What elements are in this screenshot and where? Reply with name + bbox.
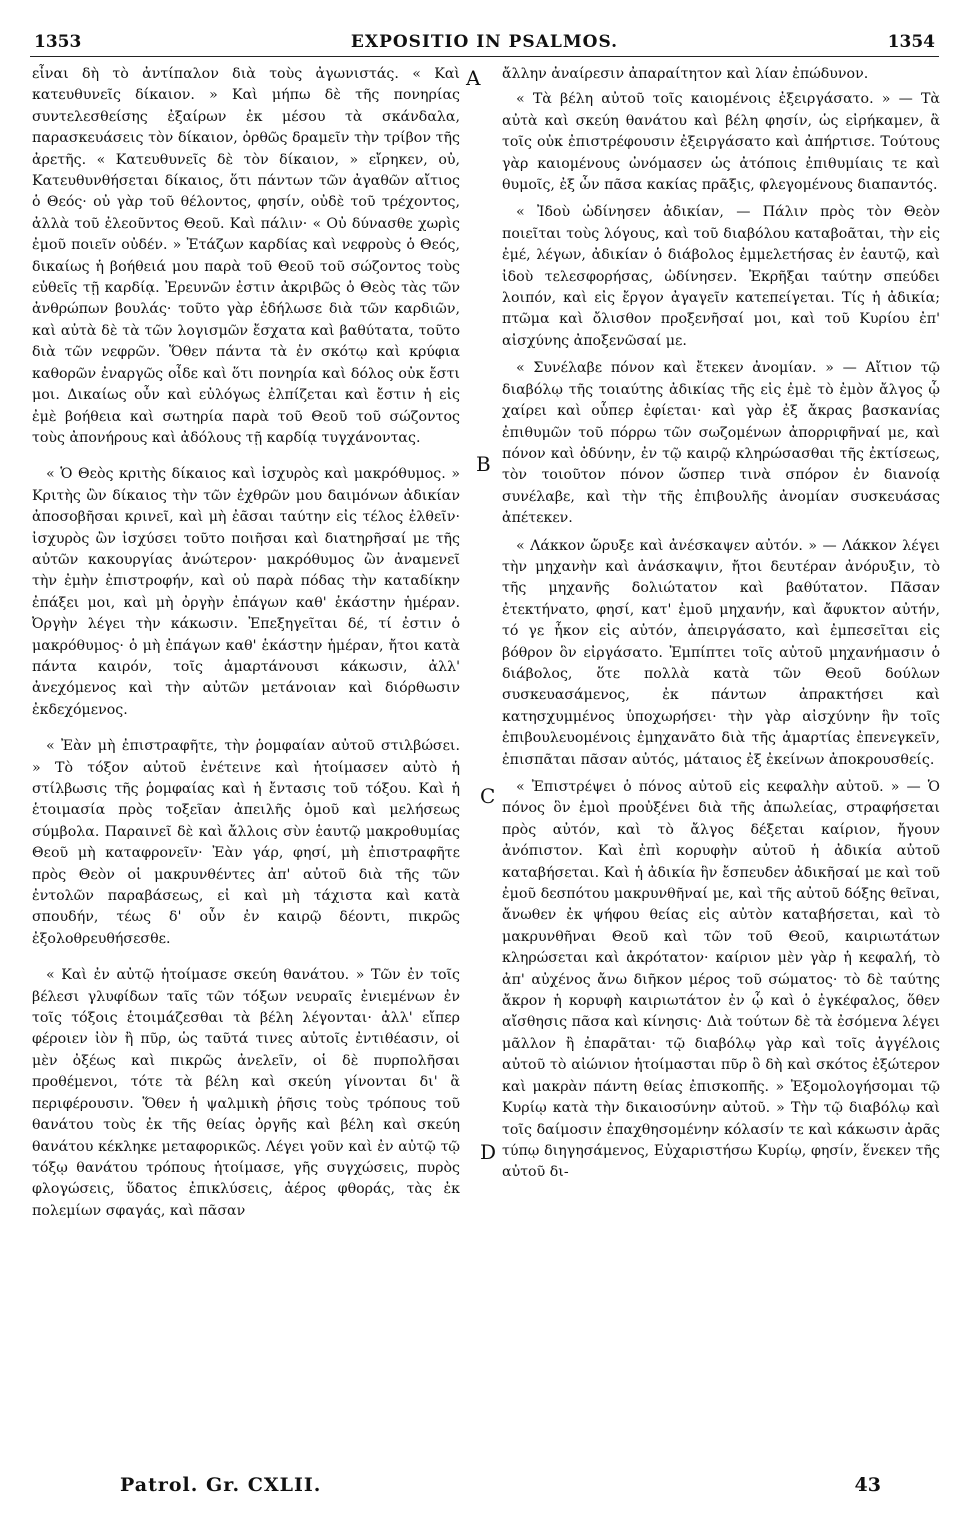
margin-marker-c: C	[480, 784, 496, 808]
paragraph: « Ἐπιστρέψει ὁ πόνος αὐτοῦ εἰς κεφαλὴν αὐτοῦ. » — Ὁ πόνος ὃν ἐμοὶ προὐξένει διὰ τῆς ἀπωλείας, στραφήσεται πρὸς αὐτόν, καὶ τὸ ἄλγος δέξεται καίριον, ἤγουν ἀνόπιστον. Καὶ ἐπὶ κορυφὴν αὐτοῦ ἡ ἀδικία αὐτοῦ καταβήσεται. Καὶ ἡ ἀδικία ἣν ἔσπευδεν ἀδικῆσαί με καὶ τοῦ ἐμοῦ δεσπότου μακρυνθῆναί με, καὶ τῆς αὐτοῦ δόξης θεῖναι, ἄνωθεν ἐκ ψήφου θείας εἰς αὐτὸν καταβήσεται, καὶ τὸ μακρυνθῆναι Θεοῦ καὶ τῶν τοῦ Θεοῦ, καιριωτάτων κληρώσεται καὶ ἀκρότατον· καίριον μὲν γὰρ ἡ κεφαλή, τὸ ἀπ' αὐχένος ἄνω διῆκον μέρος τοῦ σώματος· τὸ δὲ ταύτης ἄκρον ἡ κορυφὴ καιριωτάτον ἐν ᾧ καὶ ὁ ἐγκέφαλος, ὅθεν αἴσθησις πᾶσα καὶ κίνησις· Διὰ τούτων δὲ τὰ ἐσόμενα λέγει μᾶλλον ἢ ἐπαρᾶται· τῷ διαβόλῳ γὰρ καὶ τοῖς ἀγγέλοις αὐτοῦ τὸ αἰώνιον ἡτοίμασται πῦρ ὃ δὴ καὶ σκότος ἐξώτερον καὶ μακρὰν πάντη θείας ἐπισκοπῆς. » Ἐξομολογήσομαι τῷ Κυρίῳ κατὰ τὴν δικαιοσύνην αὐτοῦ. » Τὴν τῷ διαβόλῳ καὶ τοῖς δαίμοσιν ἐπαχθησομένην κόλασίν τε καὶ κάκωσιν ἀρᾶς τύπῳ διηγησάμενος, Εὐχαριστήσω Κυρίῳ, φησίν, ἕνεκεν τῆς αὐτοῦ δι-	[502, 779, 940, 1181]
running-header	[30, 30, 939, 57]
page-footer	[30, 1474, 939, 1504]
paragraph: « Τὰ βέλη αὐτοῦ τοῖς καιομένοις ἐξειργάσατο. » — Τὰ αὐτὰ καὶ σκεύη θανάτου καὶ βέλη φησίν, ὡς εἰρήκαμεν, ἃ τοῖς οὐκ ἐπιστρέφουσιν ἐξειργάσατο καὶ ἀπήρτισε. Τούτους γὰρ καιομένους ὠνόμασεν ὡς ἀτόποις ἐπιθυμίαις τε καὶ θυμοῖς, ἐξ ὧν πᾶσα κακίας πρᾶξις, φλεγομένους διαπαντός.	[502, 91, 940, 194]
paragraph: ἄλλην ἀναίρεσιν ἀπαραίτητον καὶ λίαν ἐπώδυνον.	[502, 66, 869, 82]
signature-number: 43	[854, 1474, 881, 1496]
paragraph: « Λάκκον ὤρυξε καὶ ἀνέσκαψεν αὐτόν. » — Λάκκον λέγει τὴν μηχανὴν καὶ ἀνάσκαψιν, ἤτοι δευτέραν ἀνόρυξιν, τὸ τῆς μηχανῆς δολιώτατον καὶ βαθύτατον. Πᾶσαν ἐτεκτήνατο, φησί, κατ' ἐμοῦ μηχανήν, καὶ ἄφυκτον αὐτήν, τό γε ἧκον εἰς αὐτόν, ἀπειργάσατο, καὶ ἐμπεσεῖται εἰς βόθρον ὃν εἰργάσατο. Ἐμπίπτει τοῖς αὐτοῦ μηχανήμασιν ὁ διάβολος, ὅτε πολλὰ κατὰ τῶν Θεοῦ δούλων συσκευασάμενος, ἐκ πάντων ἀπρακτήσει καὶ κατησχυμμένος ὑποχωρήσει· τὴν γὰρ αἰσχύνην ἣν τοῖς ἐπιβουλευομένοις ἐμηχανᾶτο διὰ τῆς ἁμαρτίας ἐπενεγκεῖν, ἐπισπᾶται πᾶσαν αὐτός, μάταιος ἐξ ἐκείνων ἀποκρουσθείς.	[502, 537, 940, 768]
paragraph: « Ἐὰν μὴ ἐπιστραφῆτε, τὴν ῥομφαίαν αὐτοῦ στιλβώσει. » Τὸ τόξον αὐτοῦ ἐνέτεινε καὶ ἡτοίμασεν αὐτὸ ἡ στίλβωσις τῆς ῥομφαίας καὶ ἡ ἔντασις τοῦ τόξου. Καὶ ἡ ἑτοιμασία πρὸς τοξεῖαν ἀπειλῆς ὁμοῦ καὶ μελήσεως σύμβολα. Παραινεῖ δὲ καὶ ἄλλοις σὺν ἑαυτῷ μακροθυμίας Θεοῦ μὴ καταφρονεῖν· Ἐὰν γάρ, φησί, μὴ ἐπιστραφῆτε πρὸς Θεὸν οἱ μακρυνθέντες ἀπ' αὐτοῦ διὰ τῆς τῶν ἐντολῶν παραβάσεως, εἰ καὶ μὴ τάχιστα καὶ κατὰ σπουδήν, τέως δ' οὖν ἐν καιρῷ δέοντι, πικρῶς ἐξολοθρευθήσεσθε.	[32, 738, 460, 947]
paragraph: « Ὁ Θεὸς κριτὴς δίκαιος καὶ ἰσχυρὸς καὶ μακρόθυμος. » Κριτὴς ὢν δίκαιος τὴν τῶν ἐχθρῶν μου δαιμόνων ἀδικίαν ἀποσοβῆσαι κρινεῖ, καὶ μὴ ἐᾶσαι ταύτην εἰς τέλος ἐλθεῖν· ἰσχυρὸς ὢν ἰσχύσει τοῦτο ποιῆσαι καὶ διατηρῆσαί με τῆς αὐτῶν κακουργίας ἀνώτερον· μακρόθυμος ὢν ἀναμενεῖ τὴν ἐμὴν ἐπιστροφήν, καὶ οὐ παρὰ πόδας τὴν καταδίκην ἐπάξει μοι, καὶ μὴ ὀργὴν ἐπάγων καθ' ἑκάστην ἡμέραν. Ὀργὴν λέγει τὴν κάκωσιν. Ἐπεξηγεῖται δέ, τί ἐστιν ὁ μακρόθυμος· ὁ μὴ ἐπάγων καθ' ἑκάστην ἡμέραν, ἤτοι κατὰ πάντα καιρόν, τοῖς ἁμαρτάνουσι κάκωσιν, ἀλλ' ἀνεχόμενος καὶ τὴν αὐτῶν μετάνοιαν καὶ διόρθωσιν ἐκδεχόμενος.	[32, 466, 460, 718]
left-column	[32, 64, 460, 1222]
page-number-left: 1353	[34, 32, 82, 52]
paragraph: εἶναι δὴ τὸ ἀντίπαλον διὰ τοὺς ἀγωνιστάς. « Καὶ κατευθυνεῖς δίκαιον. » Καὶ μήπω δὲ τῆς πονηρίας συντελεσθείσης ἐξαίρων ἐκ μέσου τὰ σκάνδαλα, παρασκευάσεις τὸν δίκαιον, ὀρθῶς δραμεῖν τὴν τρίβον τῆς ἀρετῆς. « Κατευθυνεῖς δὲ τὸν δίκαιον, » εἴρηκεν, οὐ, Κατευθυνθήσεται δίκαιος, ὅτι πάντων τῶν ἀγαθῶν αἴτιος ὁ Θεός· οὐ γὰρ τοῦ θέλοντος, φησίν, οὐδὲ τοῦ τρέχοντος, ἀλλὰ τοῦ ἐλεοῦντος Θεοῦ. Καὶ πάλιν· « Οὐ δύνασθε χωρὶς ἐμοῦ ποιεῖν οὐδέν. » Ἐτάζων καρδίας καὶ νεφροὺς ὁ Θεός, δικαίως ἡ βοήθειά μου παρὰ τοῦ Θεοῦ τοῦ σώζοντος τοὺς εὐθεῖς τῇ καρδίᾳ. Ἐρευνῶν ἐστιν ἀκριβῶς ὁ Θεὸς τὰς τῶν ἀνθρώπων βουλάς· τοῦτο γὰρ ἐδήλωσε διὰ τῶν καρδιῶν, καὶ αὐτὰ δὲ τὰ τῶν λογισμῶν ἔσχατα καὶ βαθύτατα, τοῦτο διὰ τῶν νεφρῶν. Ὅθεν πάντα τὰ ἐν σκότῳ καὶ κρύφια καθορῶν ἐναργῶς οἶδε καὶ ὅτι πονηρία καὶ δόλος οὐκ ἔστι μοι. Δικαίως οὖν καὶ εὐλόγως ἐλπίζεται καὶ ἔστιν ἡ εἰς ἐμὲ βοήθεια καὶ σωτηρία παρὰ τοῦ Θεοῦ τοῦ σώζοντος τοὺς ἀπονήρους καὶ ἀδόλους τῇ καρδίᾳ τυγχάνοντας.	[32, 66, 460, 446]
margin-marker-a: A	[466, 66, 481, 90]
paragraph: « Καὶ ἐν αὐτῷ ἡτοίμασε σκεύη θανάτου. » Τῶν ἐν τοῖς βέλεσι γλυφίδων ταῖς τῶν τόξων νευραῖς ἐνιεμένων ἐν τοῖς τόξοις ἑτοιμάζεσθαι τὰ βέλη λέγονται· ἀλλ' εἴπερ φέροιεν ἰὸν ἢ πῦρ, ὡς ταῦτά τινες αὐτοῖς ἐντιθέασιν, οἱ μὲν ὀξέως καὶ πικρῶς ἀνελεῖν, οἱ δὲ πυρπολῆσαι προθέμενοι, τότε τὰ βέλη καὶ σκεύη γίνονται δι' ἃ περιφέρουσιν. Ὅθεν ἡ ψαλμικὴ ῥῆσις τοὺς τρόπους τοῦ θανάτου τοὺς ἐκ τῆς θείας ὀργῆς καὶ βέλη καὶ σκεύη θανάτου κέκληκε μεταφορικῶς. Λέγει γοῦν καὶ ἐν αὐτῷ τῷ τόξῳ θανάτου τρόπους ἡτοίμασε, γῆς συγχώσεις, πυρὸς φλογώσεις, ὕδατος ἐπικλύσεις, ἀέρος φθοράς, τὰς ἐκ πολεμίων σφαγάς, καὶ πᾶσαν	[32, 967, 460, 1219]
volume-reference: Patrol. Gr. CXLII.	[120, 1474, 322, 1496]
paragraph: « Συνέλαβε πόνον καὶ ἔτεκεν ἀνομίαν. » — Αἴτιον τῷ διαβόλῳ τῆς τοιαύτης ἀδικίας τῆς εἰς ἐμὲ τὸ ἐμὸν ἄλγος ᾧ χαίρει καὶ οὗπερ ἐφίεται· καὶ γὰρ ἐξ ἄκρας βασκανίας ἐπιθυμῶν τοῦ πόρρω τῶν σωζομένων ἀπορριφῆναί με, καὶ πόνον καὶ ὀδύνην, ἐν τῷ καιρῷ κληρώσασθαι τῆς ἐκτίσεως, τὸν τοιοῦτον πόνον ὥσπερ τινὰ σπόρον ἐν διανοίᾳ συνέλαβε, καὶ τὴν τῆς ἐπιβουλῆς ἀνομίαν συσκευάσας ἀπέτεκεν.	[502, 360, 940, 527]
margin-marker-b: B	[476, 452, 491, 476]
paragraph: « Ἰδοὺ ὠδίνησεν ἀδικίαν, — Πάλιν πρὸς τὸν Θεὸν ποιεῖται τοὺς λόγους, καὶ τοῦ διαβόλου καταβοᾶται, τὴν εἰς ἐμέ, λέγων, ἀδικίαν ὁ διάβολος ἐμμελετήσας ἐν ἑαυτῷ, καὶ ἰδοὺ τελεσφορήσας, ὠδίνησεν. Ἐκρῆξαι ταύτην σπεύδει λοιπόν, καὶ εἰς ἔργον ἀγαγεῖν κατεπείγεται. Τίς ἡ ἀδικία; πτῶμα καὶ ὄλισθον προξενῆσαί μοι, καὶ τοῦ Κυρίου ἐπ' αἰσχύνης ἀποξενῶσαί με.	[502, 204, 940, 349]
margin-marker-d: D	[480, 1140, 497, 1164]
right-column	[502, 64, 940, 1184]
page-number-right: 1354	[887, 32, 935, 52]
running-title: EXPOSITIO IN PSALMOS.	[350, 32, 619, 52]
